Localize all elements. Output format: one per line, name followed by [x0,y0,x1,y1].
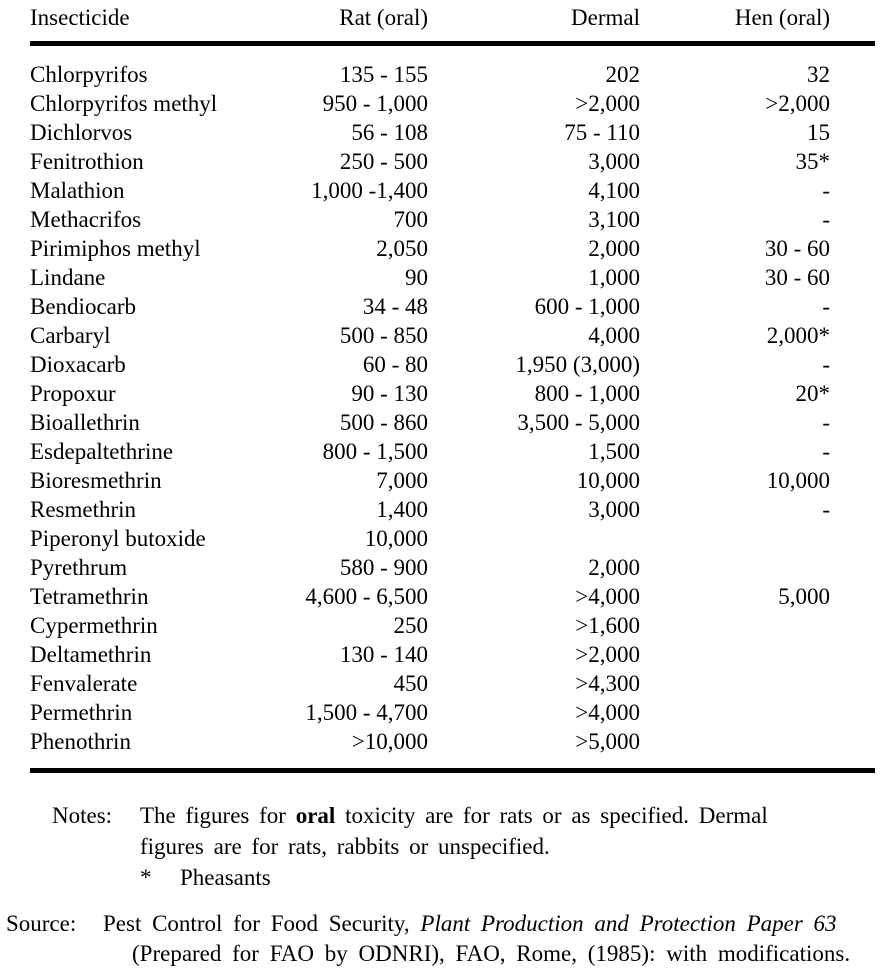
source-line-2: (Prepared for FAO by ODNRI), FAO, Rome, (1985): with modifications. [132,941,851,966]
insecticide-name: Chlorpyrifos methyl [30,91,218,116]
table-row [30,176,875,205]
column-header-rat-oral: Rat (oral) [280,4,428,44]
dermal-value: 2,000 [588,236,640,261]
asterisk-text: Pheasants [180,865,271,890]
hen-oral-value [640,698,875,727]
insecticide-name: Piperonyl butoxide [30,526,206,551]
column-header-dermal: Dermal [428,4,640,44]
rat-oral-value: 500 - 860 [339,410,428,435]
table-row [30,350,875,379]
rat-oral-value: 4,600 - 6,500 [305,584,428,609]
dermal-value: >2,000 [575,91,640,116]
notes-line-2: figures are for rats, rabbits or unspecified. [140,834,550,859]
rat-oral-value: 1,400 [376,497,428,522]
dermal-value: 1,500 [588,439,640,464]
dermal-value: 2,000 [588,555,640,580]
table-row [30,292,875,321]
table-row [30,524,875,553]
dermal-value: 202 [605,62,640,87]
dermal-value: >4,300 [575,671,640,696]
notes-line-1 [140,800,840,831]
dermal-value: >2,000 [575,642,640,667]
source-label: Source: [6,911,77,936]
rat-oral-value: 34 - 48 [362,294,428,319]
insecticide-name: Deltamethrin [30,642,152,667]
hen-oral-value: - [822,178,830,203]
table-row [30,466,875,495]
rat-oral-value: 60 - 80 [362,352,428,377]
hen-oral-value: >2,000 [765,91,830,116]
insecticide-name: Malathion [30,178,125,203]
table-row [30,263,875,292]
insecticide-name: Propoxur [30,381,116,406]
insecticide-name: Methacrifos [30,207,142,232]
rat-oral-value: 700 [393,207,428,232]
dermal-value: >1,600 [575,613,640,638]
rat-oral-value: 2,050 [376,236,428,261]
table-row [30,118,875,147]
hen-oral-value: - [822,410,830,435]
table-row [30,582,875,611]
rat-oral-value: 450 [393,671,428,696]
insecticide-name: Carbaryl [30,323,111,348]
hen-oral-value: 2,000* [766,323,830,348]
rat-oral-value: 10,000 [364,526,428,551]
hen-oral-value: 15 [807,120,830,145]
dermal-value: 600 - 1,000 [534,294,640,319]
hen-oral-value: - [822,439,830,464]
insecticide-name: Esdepaltethrine [30,439,174,464]
hen-oral-value: - [822,497,830,522]
rat-oral-value: 950 - 1,000 [322,91,428,116]
dermal-value: 4,000 [588,323,640,348]
table-row [30,234,875,263]
dermal-value: 10,000 [576,468,640,493]
insecticide-name: Permethrin [30,700,133,725]
hen-oral-value: - [822,352,830,377]
hen-oral-value [640,727,875,756]
dermal-value: 800 - 1,000 [534,381,640,406]
hen-oral-value [640,669,875,698]
insecticide-name: Bendiocarb [30,294,137,319]
hen-oral-value [640,640,875,669]
column-header-insecticide: Insecticide [30,4,280,44]
notes-label: Notes: [52,803,113,828]
hen-oral-value [640,611,875,640]
notes-body [140,800,840,893]
dermal-value: 75 - 110 [564,120,640,145]
hen-oral-value: 20* [795,381,830,406]
rat-oral-value: 135 - 155 [339,62,428,87]
rat-oral-value: 250 - 500 [339,149,428,174]
table-row [30,408,875,437]
source-body [103,909,893,969]
insecticide-name: Bioresmethrin [30,468,162,493]
table-row [30,89,875,118]
rat-oral-value: 130 - 140 [339,642,428,667]
table-row [30,321,875,350]
notes-line-1-pre: The figures for [140,803,296,828]
rat-oral-value: >10,000 [351,729,428,754]
source-title-italic: Plant Production and Protection Paper 63 [420,911,837,936]
source-title-normal: Pest Control for Food Security, [103,911,421,936]
hen-oral-value: 5,000 [778,584,830,609]
insecticide-name: Fenvalerate [30,671,138,696]
notes-line-1-post: toxicity are for rats or as specified. Dermal [335,803,768,828]
insecticide-name: Pirimiphos methyl [30,236,201,261]
column-header-hen-oral: Hen (oral) [640,4,875,44]
hen-oral-value: 10,000 [766,468,830,493]
rat-oral-value: 90 [405,265,428,290]
rat-oral-value: 1,500 - 4,700 [305,700,428,725]
source-line-1 [103,909,893,939]
table-row [30,698,875,727]
insecticide-name: Bioallethrin [30,410,140,435]
table-row [30,379,875,408]
dermal-value: >5,000 [575,729,640,754]
table-row [30,437,875,466]
dermal-value: 3,100 [588,207,640,232]
hen-oral-value: 30 - 60 [764,265,830,290]
table-row [30,611,875,640]
rat-oral-value: 7,000 [376,468,428,493]
hen-oral-value: 30 - 60 [764,236,830,261]
dermal-value: 4,100 [588,178,640,203]
insecticide-name: Chlorpyrifos [30,62,148,87]
insecticide-name: Pyrethrum [30,555,128,580]
dermal-value: 3,000 [588,497,640,522]
rat-oral-value: 500 - 850 [339,323,428,348]
rat-oral-value: 250 [393,613,428,638]
table-row [30,495,875,524]
insecticide-name: Dichlorvos [30,120,133,145]
table-row [30,727,875,756]
insecticide-name: Dioxacarb [30,352,126,377]
dermal-value: 3,000 [588,149,640,174]
table-row [30,553,875,582]
rat-oral-value: 1,000 -1,400 [311,178,428,203]
hen-oral-value [640,524,875,553]
dermal-value: >4,000 [575,700,640,725]
table-row [30,44,875,90]
notes-line-1-bold: oral [295,803,336,828]
dermal-value: >4,000 [575,584,640,609]
insecticide-toxicity-table [30,4,875,756]
insecticide-name: Tetramethrin [30,584,149,609]
asterisk-symbol: * [140,865,152,890]
table-row [30,640,875,669]
table-row [30,205,875,234]
insecticide-name: Resmethrin [30,497,137,522]
insecticide-name: Fenitrothion [30,149,144,174]
table-row [30,147,875,176]
notes-asterisk-line [140,862,840,893]
table-row [30,669,875,698]
dermal-value: 1,000 [588,265,640,290]
table-header-row [30,4,875,44]
rat-oral-value: 56 - 108 [351,120,428,145]
rat-oral-value: 90 - 130 [351,381,428,406]
hen-oral-value: - [822,294,830,319]
table-body [30,44,875,757]
insecticide-name: Cypermethrin [30,613,158,638]
rat-oral-value: 580 - 900 [339,555,428,580]
hen-oral-value: 32 [807,62,830,87]
hen-oral-value: - [822,207,830,232]
dermal-value [428,524,640,553]
insecticide-name: Phenothrin [30,729,131,754]
hen-oral-value: 35* [795,149,830,174]
rat-oral-value: 800 - 1,500 [322,439,428,464]
table-bottom-rule [30,768,875,773]
dermal-value: 3,500 - 5,000 [517,410,640,435]
dermal-value: 1,950 (3,000) [515,352,640,377]
insecticide-name: Lindane [30,265,106,290]
notes-block [52,800,893,893]
hen-oral-value [640,553,875,582]
source-block [6,909,893,969]
